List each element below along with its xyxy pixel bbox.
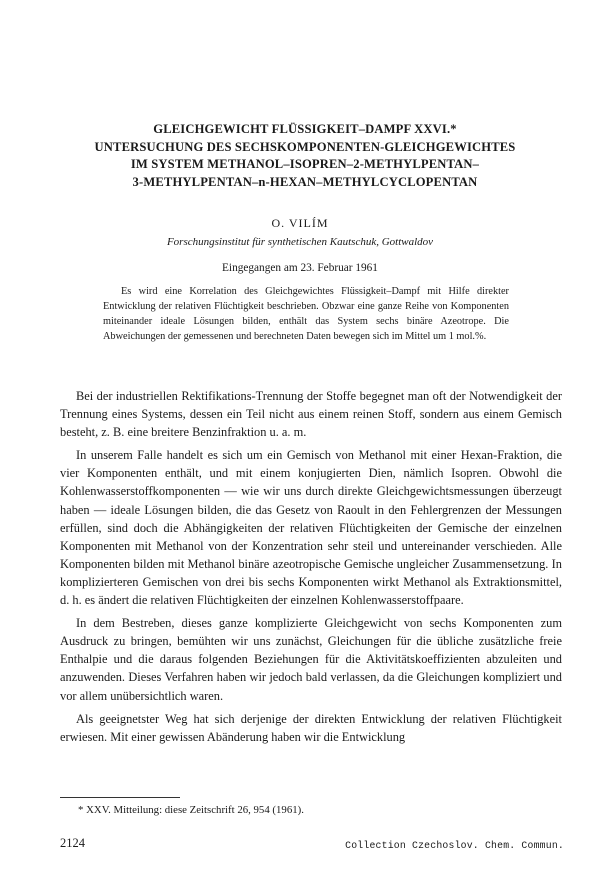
footnote: * XXV. Mitteilung: diese Zeitschrift 26, 954 (1961). [78, 804, 304, 816]
received-date: Eingegangen am 23. Februar 1961 [222, 262, 378, 274]
title-line-3: IM SYSTEM METHANOL–ISOPREN–2-METHYLPENTAN– [130, 157, 480, 171]
journal-name: Collection Czechoslov. Chem. Commun. [345, 840, 564, 851]
body-text [60, 387, 562, 751]
body-paragraph-3: In dem Bestreben, dieses ganze komplizierte Gleichgewicht von sechs Komponenten zum Ausdruck zu bringen, bemühten wir uns zunächst, Gleichungen für die übliche zusätzliche freie Enthalpie und die daraus folgenden Beziehungen für die Aktivitätskoeffizienten abzuleiten und anzuwenden. Dieses Verfahren haben wir jedoch bald verlassen, da die Gleichungen kompliziert und vor allem unübersichtlich waren. [60, 616, 562, 703]
body-paragraph-4: Als geeignetster Weg hat sich derjenige der direkten Entwicklung der relativen Flüchtigkeit erwiesen. Mit einer gewissen Abänderung haben wir die Entwicklung [60, 711, 562, 744]
title-line-4: 3-METHYLPENTAN–n-HEXAN–METHYLCYCLOPENTAN [132, 174, 478, 189]
article-title [60, 121, 550, 191]
author-affiliation: Forschungsinstitut für synthetischen Kautschuk, Gottwaldov [166, 236, 434, 248]
page-number: 2124 [60, 836, 85, 850]
body-paragraph-2: In unserem Falle handelt es sich um ein Gemisch von Methanol mit einer Hexan-Fraktion, die vier Komponenten enthält, und mit einem konjugierten Dien, nämlich Isopren. Obwohl die Kohlenwasserstoffkomponenten — wie wir uns durch direkte Gleichgewichtsmessungen überzeugt haben — ideale Lösungen bilden, die das Gesetz von Raoult in den Fehlergrenzen der Messungen erfüllen, sind doch die Abhängigkeiten der relativen Flüchtigkeiten der Gemische der einzelnen Komponenten mit Methanol von der Konzentration sehr steil und untereinander verschieden. Alle Komponenten bilden mit Methanol binäre azeotropische Gemische ungleicher Zusammensetzung. In komplizierteren Gemischen von drei bis sechs Komponenten wirkt Methanol als Extraktionsmittel, d. h. es ändert die relativen Flüchtigkeiten der einzelnen Kohlenwasserstoffpaare. [60, 448, 562, 608]
footnote-divider [60, 797, 180, 798]
author-name: O. VILÍM [271, 216, 329, 230]
title-line-2: UNTERSUCHUNG DES SECHSKOMPONENTEN-GLEICHGEWICHTES [94, 139, 516, 154]
title-line-1: GLEICHGEWICHT FLÜSSIGKEIT–DAMPF XXVI.* [153, 122, 457, 136]
abstract: Es wird eine Korrelation des Gleichgewichtes Flüssigkeit–Dampf mit Hilfe direkter Entwicklung der relativen Flüchtigkeit beschrieben. Obzwar eine ganze Reihe von Komponenten miteinander ideale Lösungen bilden, enthält das System sechs binäre Azeotrope. Die Abweichungen der gemessenen und berechneten Daten bewegen sich im Mittel um 1 mol.%. [103, 286, 509, 342]
body-paragraph-1: Bei der industriellen Rektifikations-Trennung der Stoffe begegnet man oft der Notwendigkeit der Trennung eines Systems, dessen ein Teil nicht aus einem reinen Stoff, sondern aus einem Gemisch besteht, z. B. eine breitere Benzinfraktion u. a. m. [60, 389, 562, 440]
